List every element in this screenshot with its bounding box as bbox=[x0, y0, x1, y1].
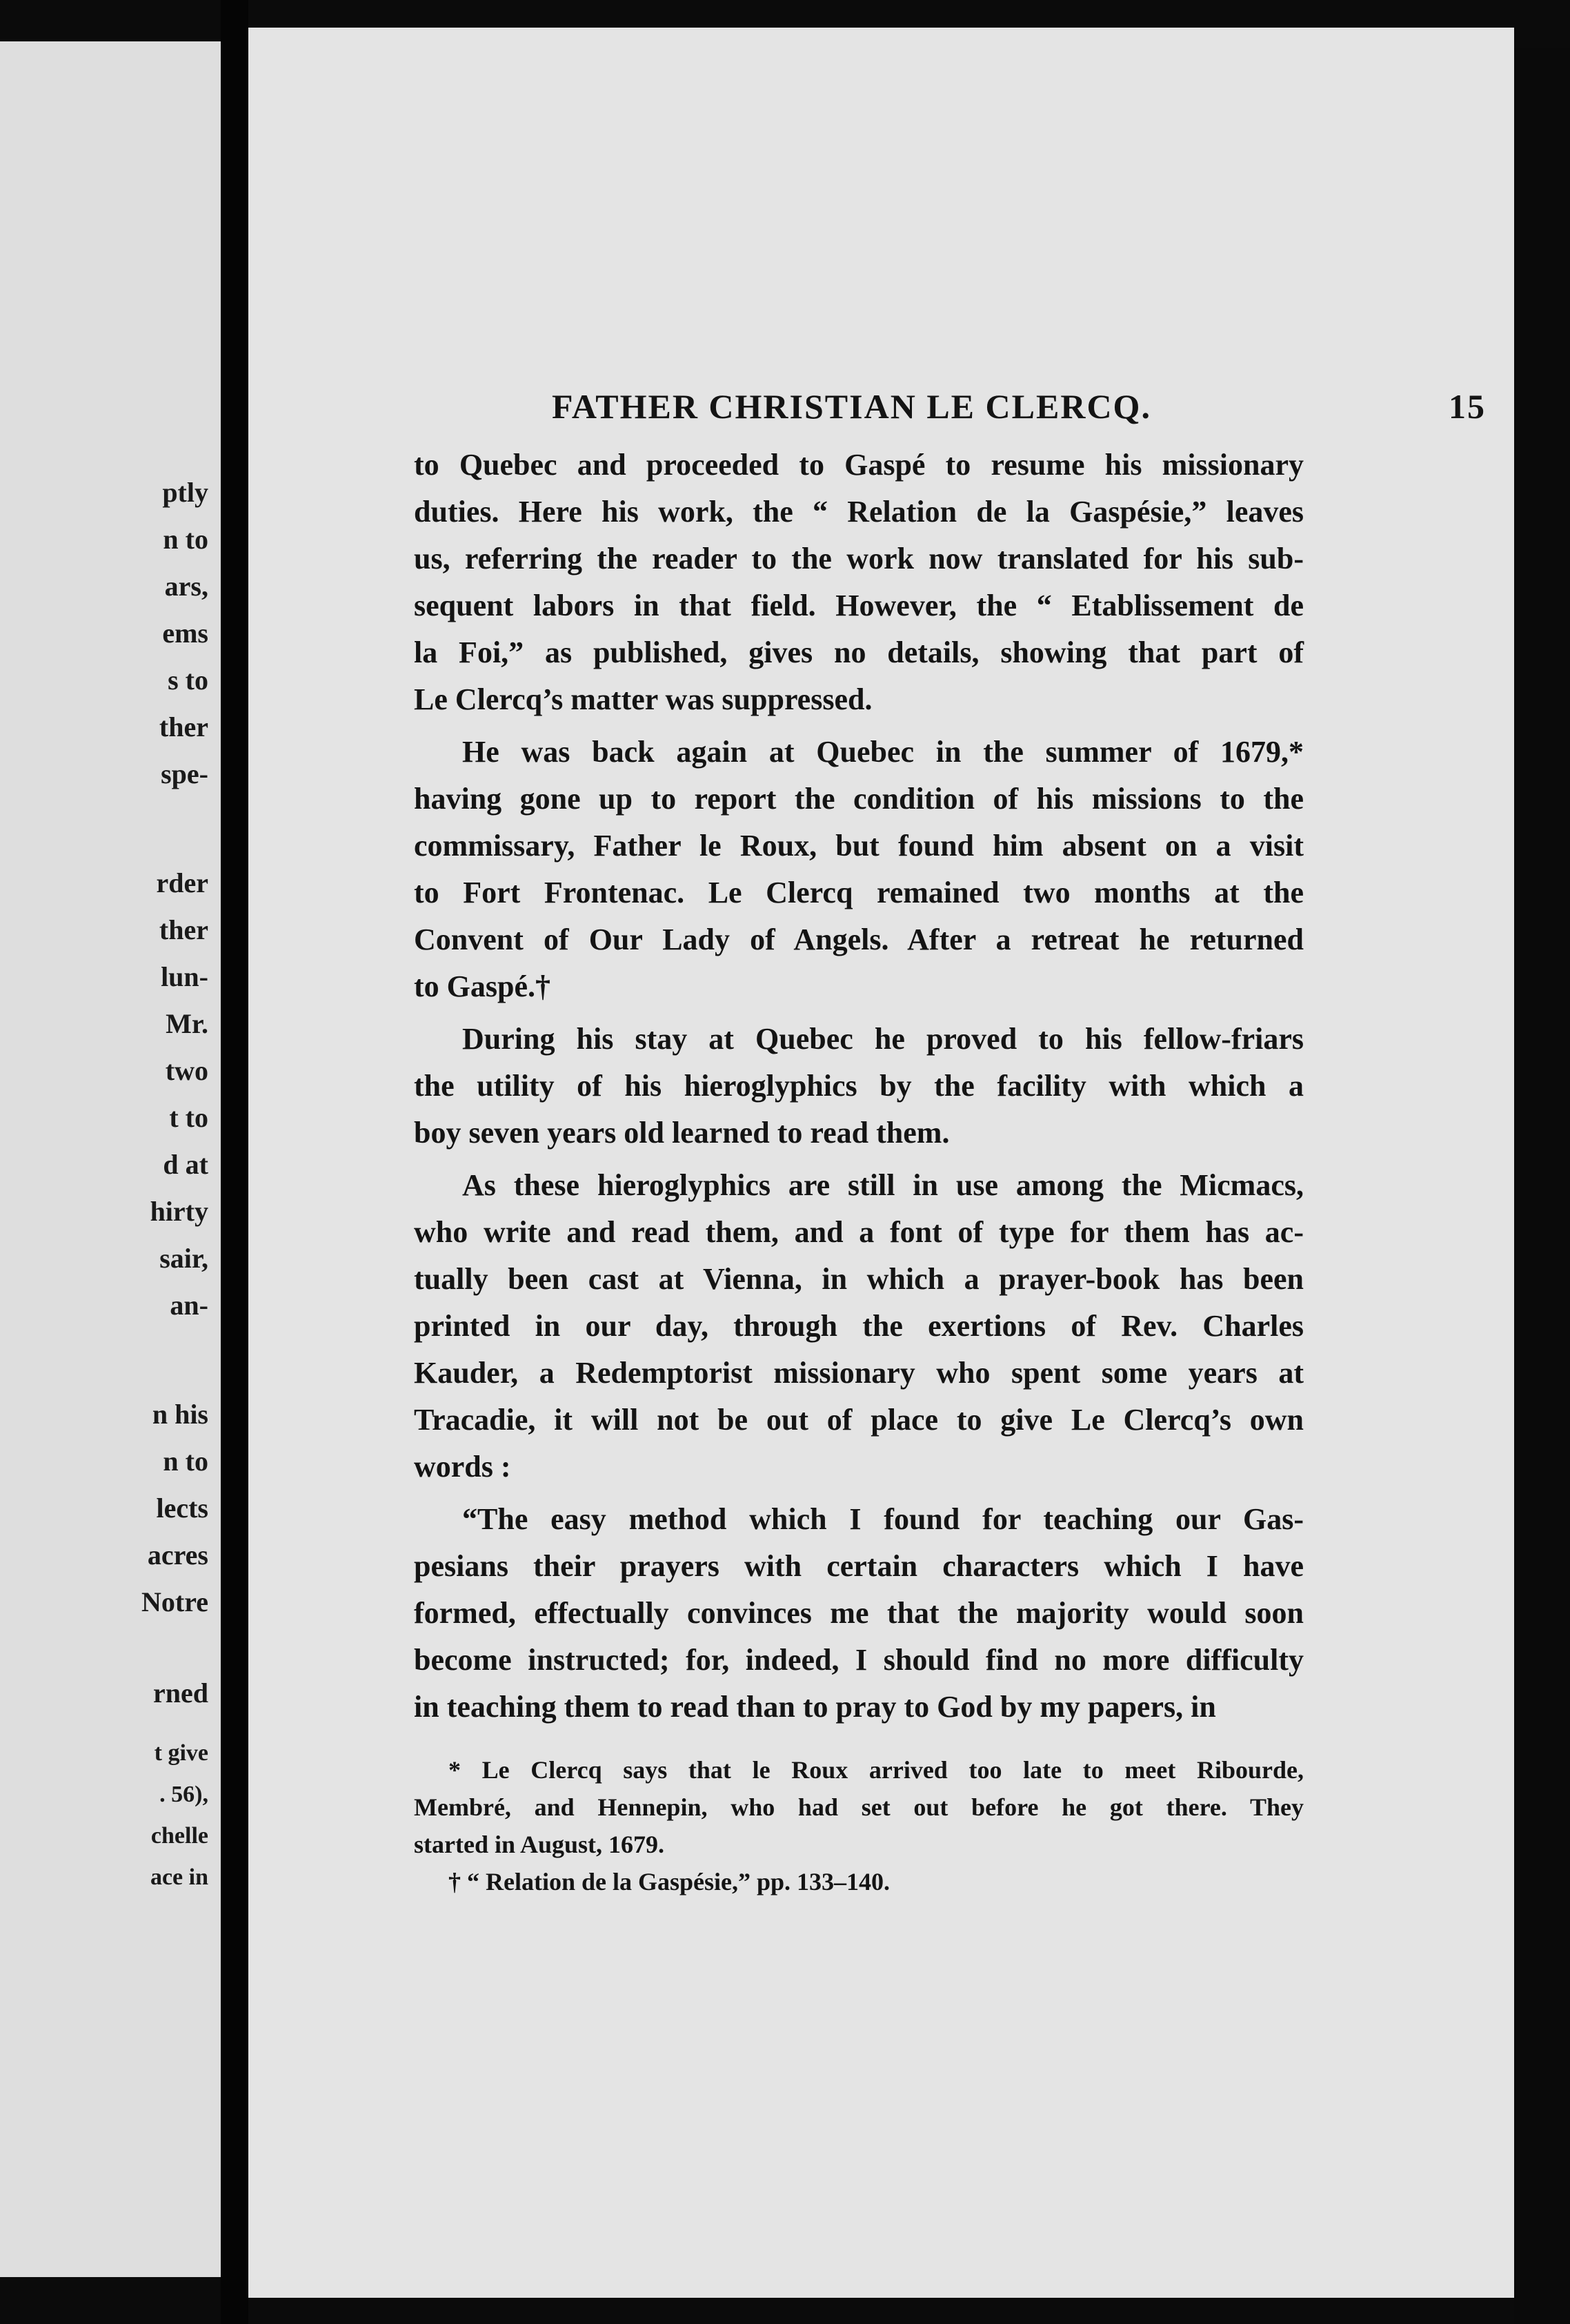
facing-page-fragment: sair, bbox=[159, 1243, 208, 1274]
paragraph-gap bbox=[414, 1156, 1514, 1162]
facing-page-fragment: d at bbox=[163, 1149, 208, 1180]
facing-page-fragment: spe- bbox=[161, 758, 208, 789]
facing-page-fragment: rned bbox=[153, 1677, 208, 1708]
paragraph bbox=[414, 1162, 1304, 1490]
paragraph bbox=[414, 1016, 1304, 1156]
facing-page-fragment: Notre bbox=[141, 1586, 208, 1617]
body-text bbox=[414, 442, 1514, 1736]
text-line: to Gaspé.† bbox=[414, 969, 550, 1003]
footnote bbox=[414, 1863, 1304, 1900]
facing-page-left bbox=[0, 41, 221, 2277]
footnote bbox=[414, 1751, 1304, 1863]
text-line: formed, effectually convinces me that the majority would soon bbox=[414, 1596, 1304, 1630]
facing-page-fragment: an- bbox=[170, 1290, 208, 1321]
facing-page-footnote-fragment: ace in bbox=[150, 1864, 208, 1890]
facing-page-fragment: n his bbox=[152, 1399, 208, 1430]
book-gutter bbox=[221, 0, 248, 2324]
facing-page-fragment: lun- bbox=[161, 961, 208, 992]
text-line: printed in our day, through the exertions of Rev. Charles bbox=[414, 1309, 1304, 1343]
text-line: During his stay at Quebec he proved to his fellow-friars bbox=[462, 1022, 1304, 1056]
text-line: “The easy method which I found for teaching our Gas- bbox=[462, 1502, 1304, 1536]
facing-page-fragment: n to bbox=[163, 1446, 208, 1477]
facing-page-fragment: two bbox=[165, 1055, 208, 1086]
text-line: tually been cast at Vienna, in which a prayer-book has been bbox=[414, 1262, 1304, 1296]
text-line: words : bbox=[414, 1450, 511, 1484]
paragraph bbox=[414, 442, 1304, 723]
paragraph bbox=[414, 1496, 1304, 1731]
facing-page-fragment: ther bbox=[159, 711, 208, 742]
facing-page-fragment: t to bbox=[169, 1102, 208, 1133]
facing-page-footnote-fragment: chelle bbox=[150, 1823, 208, 1849]
facing-page-footnote-fragment: t give bbox=[154, 1740, 208, 1766]
running-head-title: FATHER CHRISTIAN LE CLERCQ. bbox=[552, 387, 1151, 426]
text-line: having gone up to report the condition of his missions to the bbox=[414, 782, 1304, 816]
paragraph-gap bbox=[414, 723, 1514, 729]
text-line: who write and read them, and a font of type for them has ac- bbox=[414, 1215, 1304, 1249]
text-line: Tracadie, it will not be out of place to give Le Clercq’s own bbox=[414, 1403, 1304, 1437]
footnote-line: † “ Relation de la Gaspésie,” pp. 133–140. bbox=[448, 1868, 891, 1895]
facing-page-fragment: s to bbox=[168, 664, 208, 696]
page-content bbox=[414, 386, 1514, 1900]
paragraph-gap bbox=[414, 1490, 1514, 1496]
text-line: He was back again at Quebec in the summer of 1679,* bbox=[462, 735, 1304, 769]
facing-page-fragment: ars, bbox=[164, 571, 208, 602]
text-line: us, referring the reader to the work now translated for his sub- bbox=[414, 542, 1304, 575]
text-line: pesians their prayers with certain characters which I have bbox=[414, 1549, 1304, 1583]
facing-page-fragment: lects bbox=[156, 1493, 208, 1524]
facing-page-fragment: hirty bbox=[150, 1196, 208, 1227]
text-line: to Quebec and proceeded to Gaspé to resume his missionary bbox=[414, 448, 1304, 482]
facing-page-fragment: acres bbox=[147, 1539, 208, 1570]
text-line: commissary, Father le Roux, but found him absent on a visit bbox=[414, 829, 1304, 863]
text-line: Le Clercq’s matter was suppressed. bbox=[414, 682, 873, 716]
footnotes bbox=[414, 1751, 1304, 1900]
text-line: Convent of Our Lady of Angels. After a retreat he returned bbox=[414, 923, 1304, 956]
facing-page-fragment: rder bbox=[156, 867, 208, 898]
text-line: to Fort Frontenac. Le Clercq remained two months at the bbox=[414, 876, 1304, 909]
text-line: boy seven years old learned to read them. bbox=[414, 1116, 950, 1150]
text-line: become instructed; for, indeed, I should find no more difficulty bbox=[414, 1643, 1304, 1677]
facing-page-footnote-fragment: . 56), bbox=[159, 1782, 208, 1807]
paragraph-gap bbox=[414, 1010, 1514, 1016]
paragraph-gap bbox=[414, 1731, 1514, 1736]
page-number: 15 bbox=[1449, 387, 1486, 426]
text-line: sequent labors in that field. However, the “ Etablissement de bbox=[414, 589, 1304, 622]
facing-page-fragment: Mr. bbox=[166, 1008, 208, 1039]
page-edge-shadow bbox=[1514, 48, 1570, 2324]
text-line: la Foi,” as published, gives no details, showing that part of bbox=[414, 636, 1304, 669]
facing-page-fragment: ems bbox=[162, 618, 208, 649]
text-line: in teaching them to read than to pray to God by my papers, in bbox=[414, 1690, 1216, 1724]
facing-page-fragment: n to bbox=[163, 524, 208, 555]
text-line: the utility of his hieroglyphics by the facility with which a bbox=[414, 1069, 1304, 1103]
paragraph bbox=[414, 729, 1304, 1010]
running-head bbox=[414, 386, 1514, 442]
text-line: As these hieroglyphics are still in use among the Micmacs, bbox=[462, 1168, 1304, 1202]
footnote-line: * Le Clercq says that le Roux arrived too late to meet Ribourde, bbox=[448, 1756, 1304, 1784]
book-page bbox=[248, 28, 1514, 2298]
text-line: Kauder, a Redemptorist missionary who spent some years at bbox=[414, 1356, 1304, 1390]
facing-page-fragment: ther bbox=[159, 914, 208, 945]
footnote-line: Membré, and Hennepin, who had set out before he got there. They bbox=[414, 1793, 1304, 1821]
footnote-line: started in August, 1679. bbox=[414, 1831, 665, 1858]
text-line: duties. Here his work, the “ Relation de la Gaspésie,” leaves bbox=[414, 495, 1304, 529]
facing-page-fragment: ptly bbox=[162, 477, 208, 508]
